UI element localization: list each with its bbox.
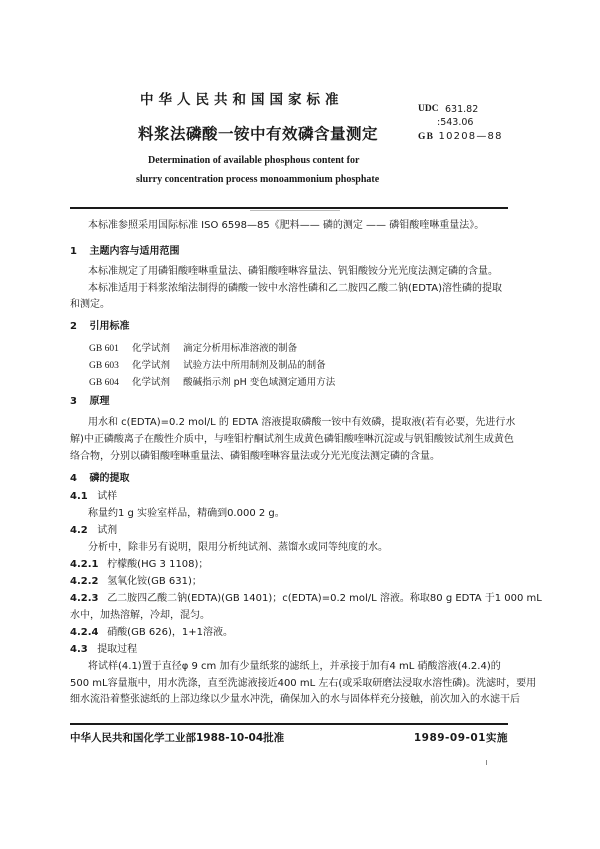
reference-code: GB 604 (89, 378, 119, 388)
subsection-4-3-line3: 细水流沿着整张滤纸的上部边缘以少量水冲洗，确保加入的水与固体样充分接触，前次加入的水滤干后 (70, 694, 520, 705)
section-number: 4 (70, 473, 77, 484)
subsection-4-2-heading (70, 523, 117, 539)
document-title-en-line2: slurry concentration process monoammonium phosphate (136, 174, 380, 185)
header-divider-shadow (250, 210, 340, 211)
subsection-4-1-heading (70, 489, 117, 505)
section-2-heading (70, 317, 129, 332)
reference-category: 化学试剂 (132, 377, 171, 388)
subsection-title: 提取过程 (97, 644, 138, 655)
document-title-en-line1: Determination of available phosphous content for (148, 155, 360, 166)
item-text: 柠檬酸(HG 3 1108)； (107, 559, 209, 570)
item-number: 4.2.1 (70, 559, 99, 570)
subsection-4-3-line2: 500 mL容量瓶中，用水洗涤，直至洗滤液接近400 mL 左右(或采取研磨法浸取水溶性磷)。洗滤时，要用 (70, 678, 537, 689)
subsection-4-3-heading (70, 642, 137, 658)
reference-category: 化学试剂 (132, 360, 171, 371)
footer-divider (70, 723, 508, 725)
subsection-number: 4.1 (70, 491, 88, 502)
section-1-paragraph-2-line2: 和测定。 (70, 299, 110, 310)
gb-prefix: GB (418, 132, 435, 142)
section-1-heading (70, 242, 179, 257)
reference-name: 酸碱指示剂 pH 变色域测定通用方法 (183, 377, 336, 388)
section-number: 3 (70, 396, 77, 407)
reference-code: GB 601 (89, 344, 119, 354)
national-standard-heading: 中华人民共和国国家标准 (140, 92, 344, 108)
section-number: 2 (70, 321, 77, 332)
item-4-2-1 (70, 557, 208, 573)
scan-artifact (486, 760, 487, 765)
subsection-number: 4.3 (70, 644, 88, 655)
section-3-line2: 解)中正磷酸离子在酸性介质中，与喹钼柠酮试剂生成黄色磷钼酸喹啉沉淀或与钒钼酸铵试剂生成黄色 (70, 434, 514, 445)
section-1-paragraph-2-line1: 本标准适用于料浆浓缩法制得的磷酸一铵中水溶性磷和乙二胺四乙酸二钠(EDTA)溶性磷的提取 (88, 283, 502, 294)
subsection-number: 4.2 (70, 525, 88, 536)
udc-code-primary: 631.82 (445, 104, 479, 115)
section-title: 引用标准 (89, 321, 130, 332)
section-3-line1: 用水和 c(EDTA)=0.2 mol/L 的 EDTA 溶液提取磷酸一铵中有效磷，提取液(若有必要，先进行水 (88, 417, 516, 428)
item-number: 4.2.2 (70, 576, 99, 587)
section-title: 磷的提取 (89, 473, 130, 484)
header-divider (70, 207, 508, 209)
reference-name: 滴定分析用标准溶液的制备 (183, 343, 298, 354)
reference-category: 化学试剂 (132, 343, 171, 354)
section-number: 1 (70, 246, 77, 257)
subsection-4-3-line1: 将试样(4.1)置于直径φ 9 cm 加有少量纸浆的滤纸上，并承接于加有4 mL 硝酸溶液(4.2.4)的 (88, 661, 501, 672)
section-3-line3: 络合物，分别以磷钼酸喹啉重量法、磷钼酸喹啉容量法或分光光度法测定磷的含量。 (70, 451, 440, 462)
item-text: 氢氧化铵(GB 631)； (107, 576, 202, 587)
subsection-4-1-text: 称量约1 g 实验室样品，精确到0.000 2 g。 (88, 508, 285, 519)
item-text: 乙二胺四乙酸二钠(EDTA)(GB 1401)；c(EDTA)=0.2 mol/L 溶液。称取80 g EDTA 于1 000 mL (107, 593, 542, 604)
reference-row (89, 374, 335, 388)
subsection-title: 试剂 (97, 525, 118, 536)
intro-paragraph: 本标准参照采用国际标准 ISO 6598—85《肥料—— 磷的测定 —— 磷钼酸喹啉重量法》。 (88, 220, 485, 231)
document-title-cn: 料浆法磷酸一铵中有效磷含量测定 (138, 125, 379, 143)
section-title: 主题内容与适用范围 (89, 246, 180, 257)
reference-name: 试验方法中所用制剂及制品的制备 (183, 360, 326, 371)
subsection-4-2-text: 分析中，除非另有说明，限用分析纯试剂、蒸馏水或同等纯度的水。 (88, 542, 388, 553)
item-number: 4.2.3 (70, 593, 99, 604)
implementation-date: 1989-09-01实施 (413, 732, 508, 744)
approval-statement: 中华人民共和国化学工业部1988-10-04批准 (70, 732, 285, 744)
section-1-paragraph-1: 本标准规定了用磷钼酸喹啉重量法、磷钼酸喹啉容量法、钒钼酸铵分光光度法测定磷的含量。 (88, 266, 498, 277)
reference-row (89, 357, 326, 371)
section-4-heading (70, 469, 129, 484)
item-4-2-2 (70, 574, 202, 590)
udc-code-secondary: :543.06 (437, 117, 474, 128)
item-4-2-3 (70, 591, 542, 607)
item-4-2-4 (70, 625, 233, 641)
item-4-2-3-continued: 水中，加热溶解，冷却，混匀。 (70, 610, 210, 621)
gb-number: 10208—88 (438, 131, 503, 142)
udc-label: UDC (418, 104, 439, 114)
reference-row (89, 340, 297, 354)
reference-code: GB 603 (89, 361, 119, 371)
item-text: 硝酸(GB 626)，1+1溶液。 (107, 627, 233, 638)
item-number: 4.2.4 (70, 627, 99, 638)
gb-standard-number (418, 131, 503, 142)
subsection-title: 试样 (97, 491, 118, 502)
section-title: 原理 (89, 396, 110, 407)
section-3-heading (70, 392, 109, 407)
